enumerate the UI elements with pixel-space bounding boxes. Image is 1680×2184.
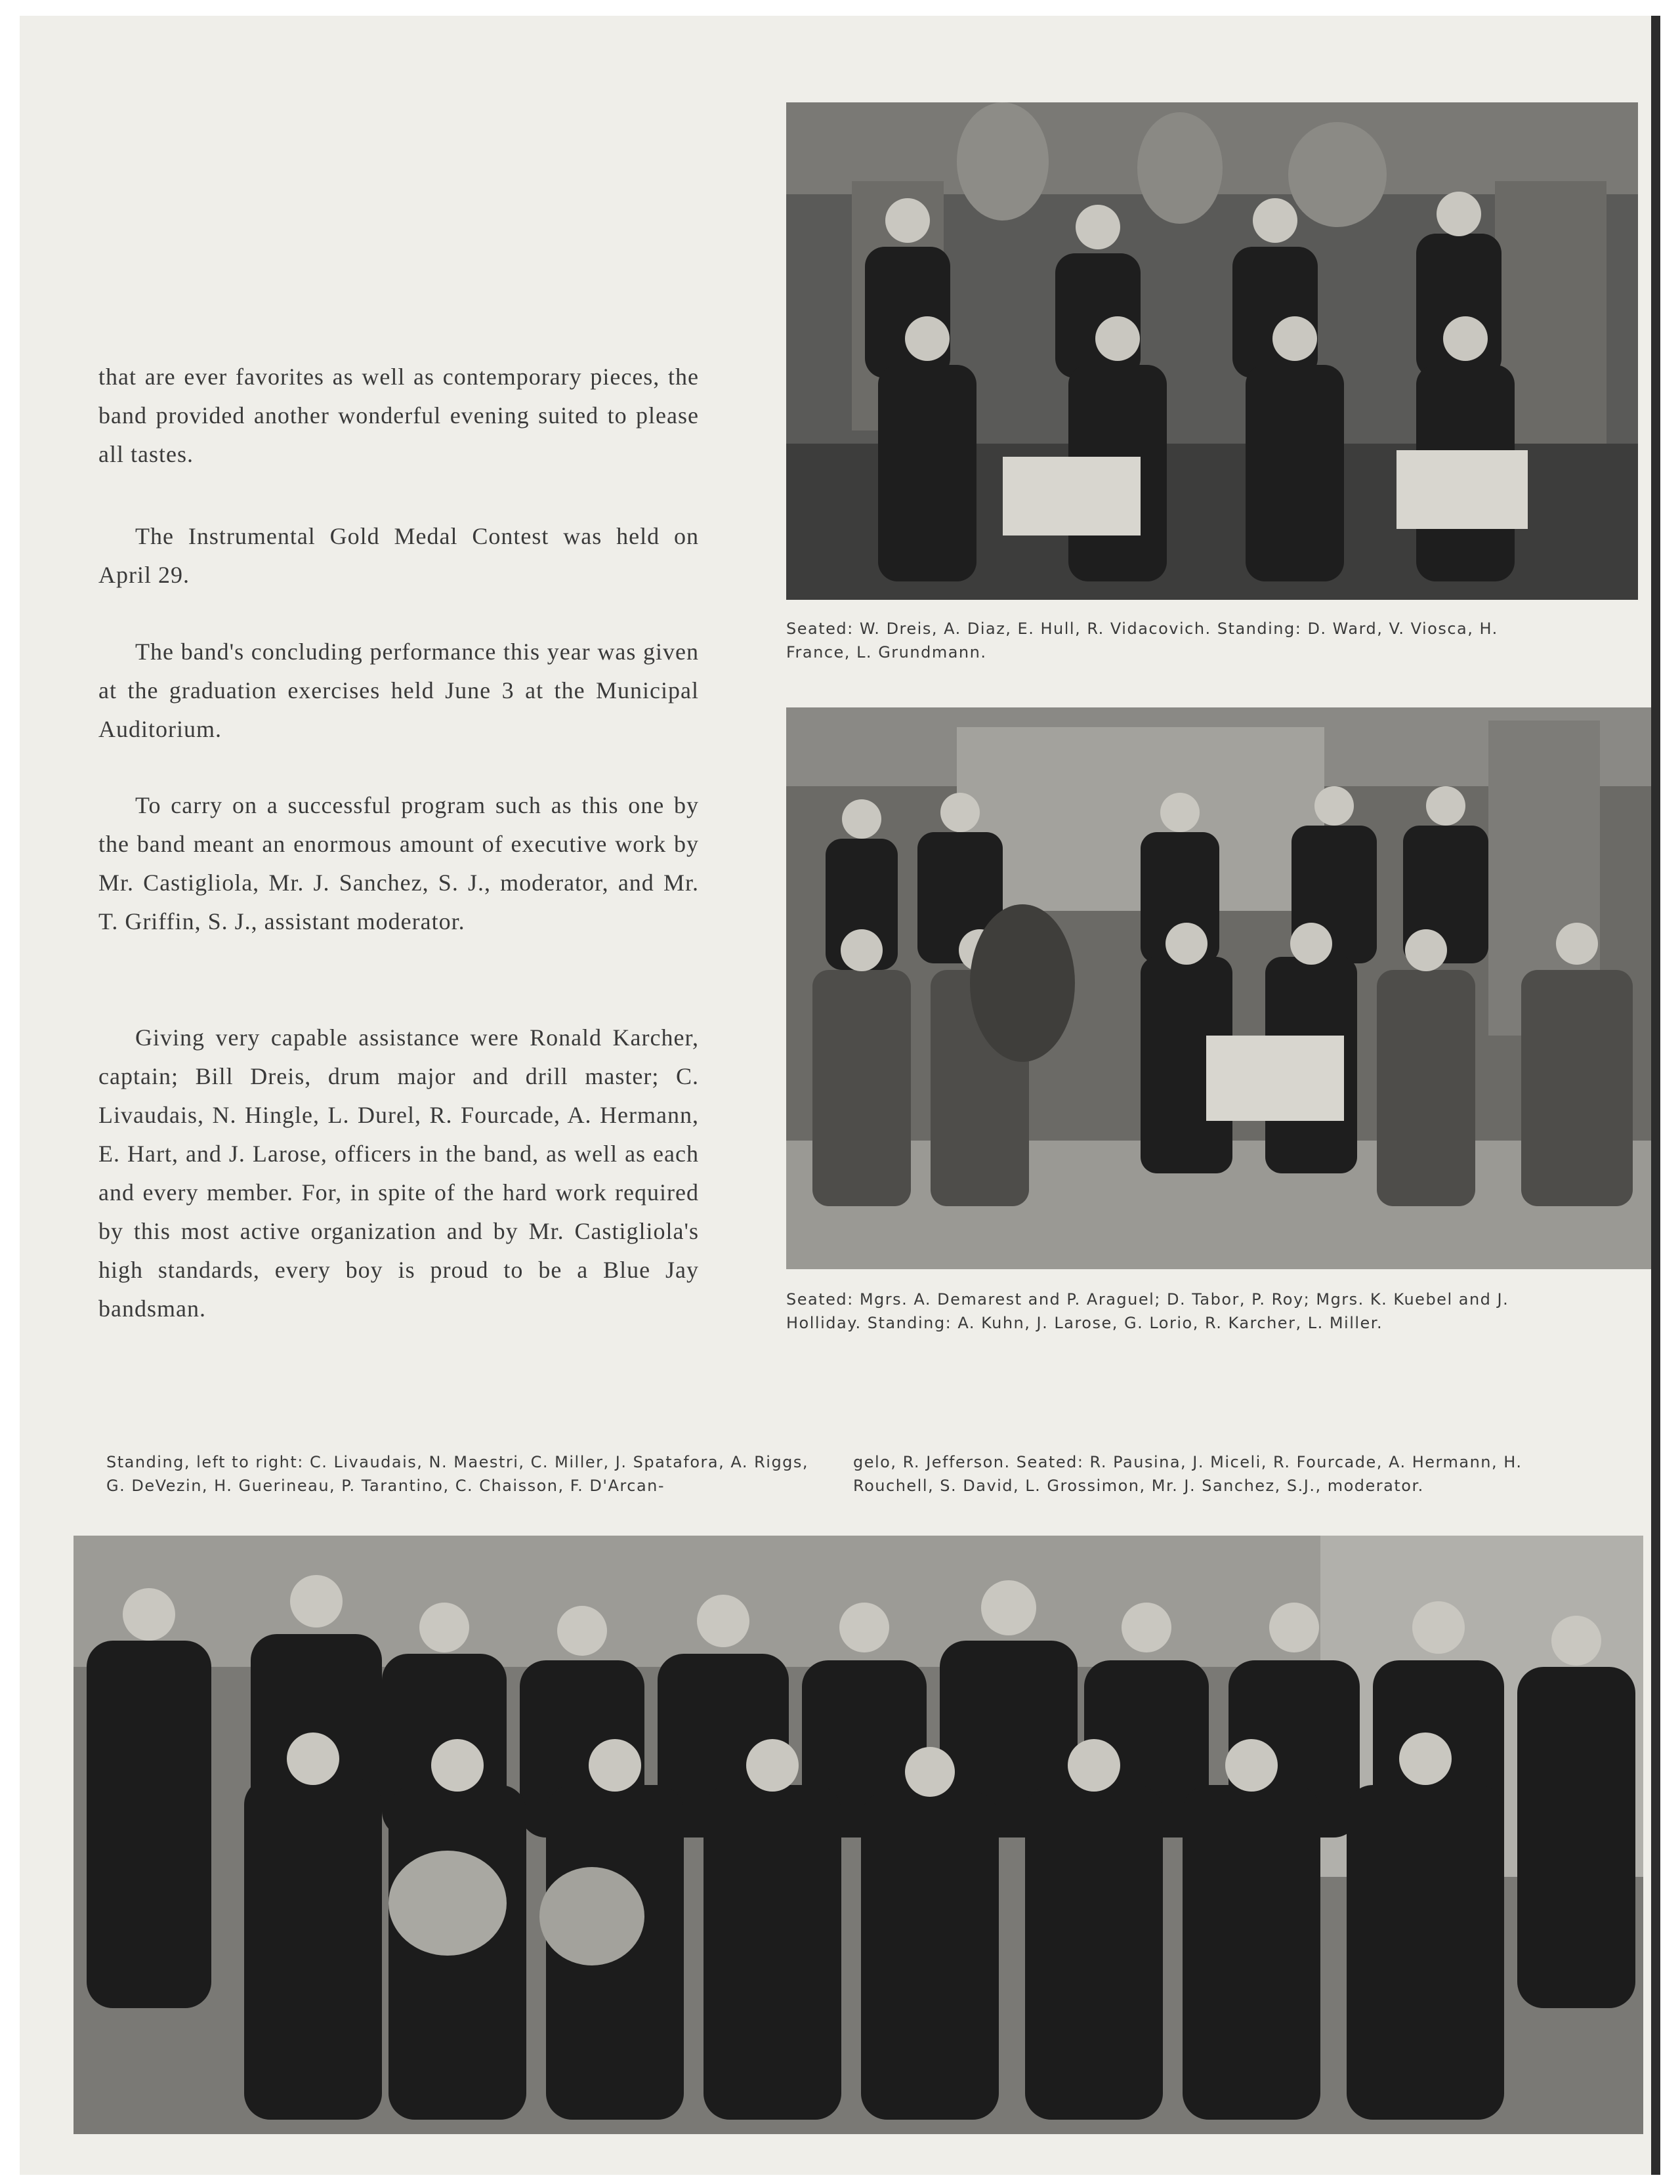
photo-drum-horn-section — [786, 707, 1651, 1269]
caption-photo-1: Seated: W. Dreis, A. Diaz, E. Hull, R. Vidacovich. Standing: D. Ward, V. Viosca, H. France, L. Grundmann. — [786, 620, 1498, 662]
caption-photo-2: Seated: Mgrs. A. Demarest and P. Araguel; D. Tabor, P. Roy; Mgrs. K. Kuebel and J. Holliday. Standing: A. Kuhn, J. Larose, G. Lorio, R. Karcher, L. Miller. — [786, 1290, 1509, 1332]
paragraph-1: that are ever favorites as well as contemporary pieces, the band provided another wonderful evening suited to please all tastes. — [98, 364, 699, 467]
photo-tuba-section — [786, 102, 1638, 600]
paragraph-2: The Instrumental Gold Medal Contest was held on April 29. — [98, 523, 699, 588]
caption-photo-3-left: Standing, left to right: C. Livaudais, N. Maestri, C. Miller, J. Spatafora, A. Riggs, G. DeVezin, H. Guerineau, P. Tarantino, C. Chaisson, F. D'Arcan- — [106, 1453, 809, 1495]
caption-photo-3-right: gelo, R. Jefferson. Seated: R. Pausina, J. Miceli, R. Fourcade, A. Hermann, H. Rouchell, S. David, L. Grossimon, Mr. J. Sanchez, S.J., moderator. — [853, 1453, 1522, 1495]
paragraph-3: The band's concluding performance this year was given at the graduation exercises held June 3 at the Municipal Auditorium. — [98, 639, 699, 742]
photo-brass-section — [74, 1536, 1643, 2134]
page-binding-edge — [1651, 16, 1660, 2175]
paragraph-5: Giving very capable assistance were Ronald Karcher, captain; Bill Dreis, drum major and drill master; C. Livaudais, N. Hingle, L. Durel, R. Fourcade, A. Hermann, E. Hart, and J. Larose, officers in the band, as well as each and every member. For, in spite of the hard work required by this most active organization and by Mr. Castigliola's high standards, every boy is proud to be a Blue Jay bandsman. — [98, 1024, 699, 1322]
paragraph-4: To carry on a successful program such as this one by the band meant an enormous amount of executive work by Mr. Castigliola, Mr. J. Sanchez, S. J., moderator, and Mr. T. Griffin, S. J., assistant moderator. — [98, 792, 699, 934]
